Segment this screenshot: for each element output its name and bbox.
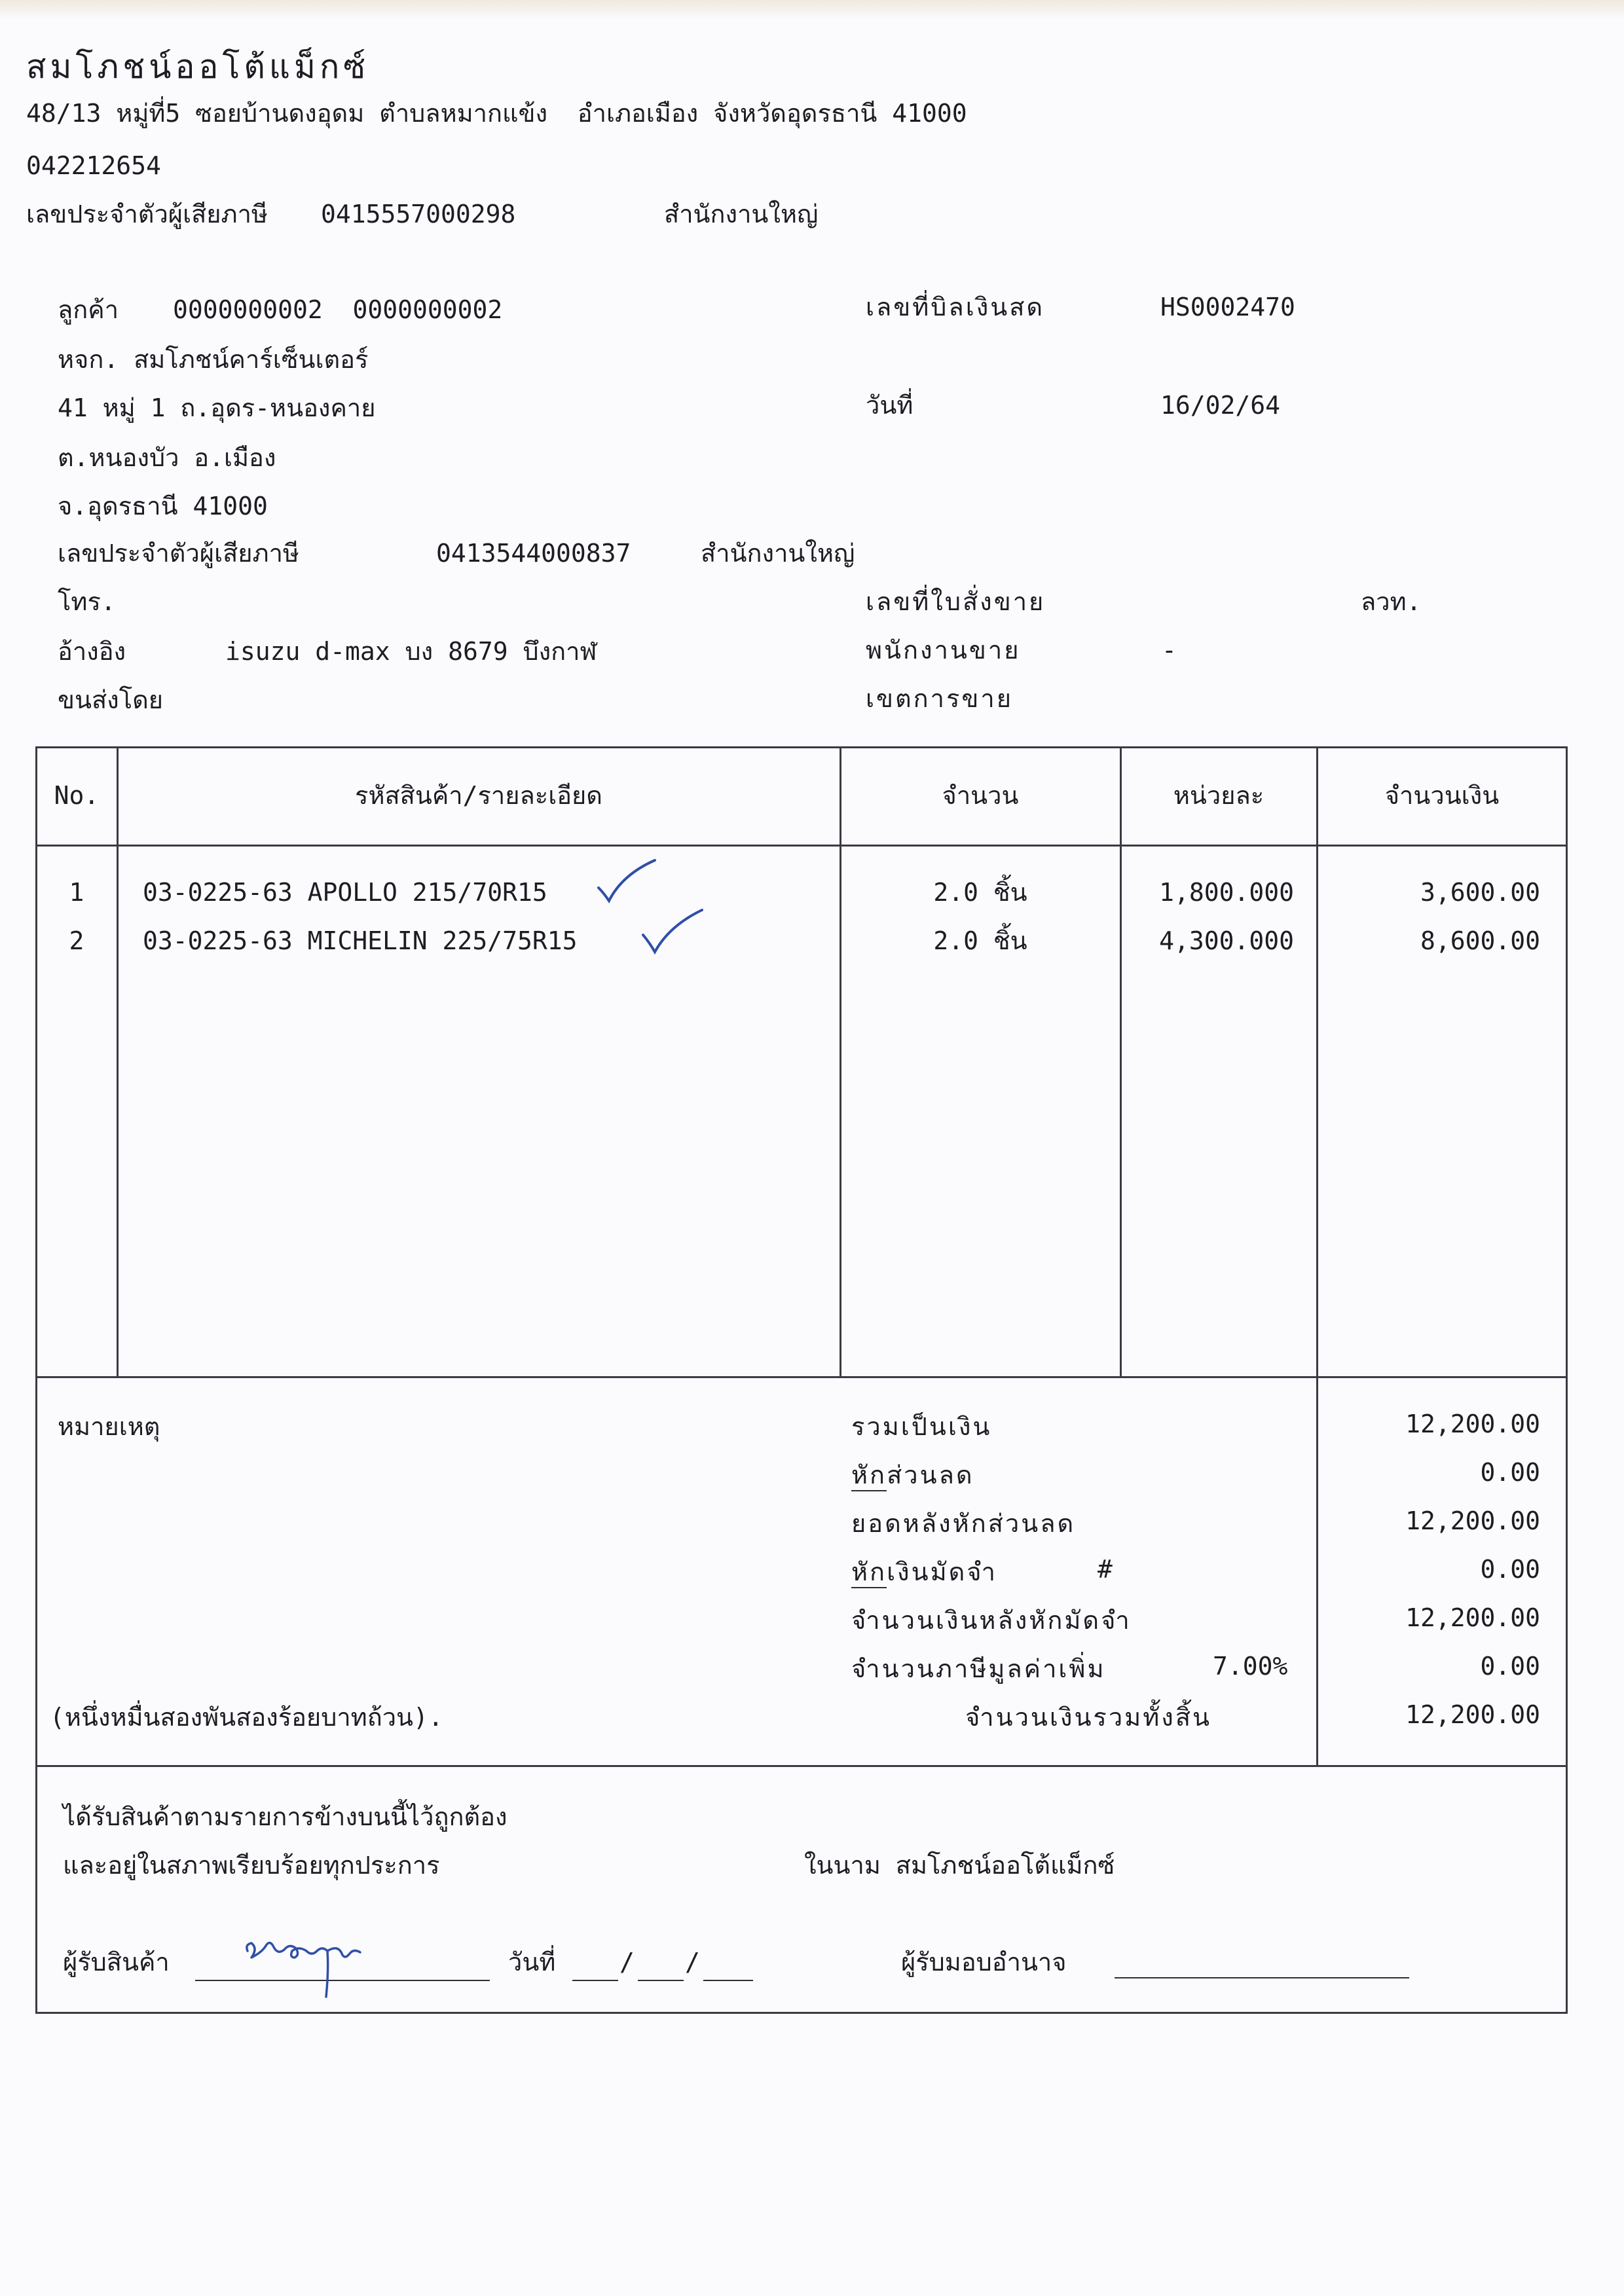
col-divider-desc xyxy=(840,746,841,1378)
row-unit-price: 4,300.000 xyxy=(1159,926,1294,955)
deposit-label-rest: เงินมัดจำ xyxy=(887,1558,997,1586)
company-name: สมโภชน์ออโต้แม็กซ์ xyxy=(26,48,370,86)
company-branch: สำนักงานใหญ่ xyxy=(664,200,819,228)
after-deposit-value: 12,200.00 xyxy=(1405,1603,1540,1632)
vat-value: 0.00 xyxy=(1480,1652,1540,1681)
after-discount-label: ยอดหลังหักส่วนลด xyxy=(851,1509,1076,1538)
discount-label xyxy=(851,1460,974,1491)
deposit-label-prefix: หัก xyxy=(851,1557,887,1588)
date-year-blank xyxy=(703,1980,753,1981)
customer-phone-label: โทร. xyxy=(58,587,116,616)
customer-branch: สำนักงานใหญ่ xyxy=(701,539,855,568)
customer-address-line1: 41 หมู่ 1 ถ.อุดร-หนองคาย xyxy=(58,393,376,422)
receiver-label: ผู้รับสินค้า xyxy=(63,1948,170,1977)
amount-in-words: (หนึ่งหมื่นสองพันสองร้อยบาทถ้วน). xyxy=(50,1703,443,1732)
sales-area-label: เขตการขาย xyxy=(866,684,1013,713)
authorized-label: ผู้รับมอบอำนาจ xyxy=(901,1948,1067,1977)
company-tax-id-label: เลขประจำตัวผู้เสียภาษี xyxy=(26,200,268,228)
row-amount: 8,600.00 xyxy=(1420,926,1540,955)
date-day-blank xyxy=(572,1980,618,1981)
date-separator: / xyxy=(685,1948,700,1977)
receiver-signature xyxy=(244,1931,388,2010)
header-unit-price: หน่วยละ xyxy=(1173,781,1264,810)
company-tax-id: 0415557000298 xyxy=(321,200,516,228)
discount-value: 0.00 xyxy=(1480,1458,1540,1487)
invoice-number-label: เลขที่บิลเงินสด xyxy=(866,293,1045,321)
scan-edge xyxy=(0,0,1624,18)
customer-tax-id: 0413544000837 xyxy=(436,539,631,568)
subtotal-label: รวมเป็นเงิน xyxy=(851,1412,992,1441)
check-mark-icon xyxy=(640,906,706,958)
row-description: 03-0225-63 APOLLO 215/70R15 xyxy=(143,878,547,907)
col-divider-qty xyxy=(1120,746,1122,1378)
invoice-date: 16/02/64 xyxy=(1160,391,1281,420)
vat-rate: 7.00% xyxy=(1213,1652,1288,1681)
company-address: 48/13 หมู่ที่5 ซอยบ้านดงอุดม ตำบลหมากแข้ง อำเภอเมือง จังหวัดอุดรธานี 41000 xyxy=(26,99,967,128)
subtotal-value: 12,200.00 xyxy=(1405,1410,1540,1438)
vat-label: จำนวนภาษีมูลค่าเพิ่ม xyxy=(851,1654,1106,1683)
customer-tax-id-label: เลขประจำตัวผู้เสียภาษี xyxy=(58,539,299,568)
row-no: 2 xyxy=(69,926,84,955)
deposit-mark: # xyxy=(1098,1555,1113,1584)
received-line2: และอยู่ในสภาพเรียบร้อยทุกประการ xyxy=(63,1851,440,1880)
customer-reference-label: อ้างอิง xyxy=(58,637,126,666)
invoice-date-label: วันที่ xyxy=(866,391,913,420)
grand-total-value: 12,200.00 xyxy=(1405,1700,1540,1729)
salesperson-label: พนักงานขาย xyxy=(866,636,1021,665)
received-line1: ได้รับสินค้าตามรายการข้างบนนี้ไว้ถูกต้อง xyxy=(63,1802,507,1831)
header-amount: จำนวนเงิน xyxy=(1384,781,1500,810)
sales-order-label: เลขที่ใบสั่งขาย xyxy=(866,587,1046,616)
footer-divider xyxy=(35,1765,1568,1767)
remark-label: หมายเหตุ xyxy=(58,1412,160,1441)
check-mark-icon xyxy=(596,855,661,907)
on-behalf-text: ในนาม สมโภชน์ออโต้แม็กซ์ xyxy=(804,1851,1115,1880)
col-divider-no xyxy=(117,746,119,1378)
summary-divider xyxy=(35,1376,1568,1378)
row-amount: 3,600.00 xyxy=(1420,878,1540,907)
customer-shipped-by-label: ขนส่งโดย xyxy=(58,685,164,714)
customer-label: ลูกค้า xyxy=(58,295,119,324)
discount-label-rest: ส่วนลด xyxy=(887,1461,974,1489)
company-phone: 042212654 xyxy=(26,151,161,180)
header-no: No. xyxy=(54,781,100,810)
authorized-signature-line xyxy=(1115,1977,1409,1978)
date-separator: / xyxy=(619,1948,635,1977)
salesperson-value: - xyxy=(1162,636,1177,665)
customer-name: หจก. สมโภชน์คาร์เซ็นเตอร์ xyxy=(58,345,369,374)
after-deposit-label: จำนวนเงินหลังหักมัดจำ xyxy=(851,1606,1132,1635)
row-qty: 2.0 ชิ้น xyxy=(933,926,1027,955)
customer-codes: 0000000002 0000000002 xyxy=(173,295,503,324)
header-description: รหัสสินค้า/รายละเอียด xyxy=(355,781,602,810)
header-divider xyxy=(35,845,1568,847)
row-no: 1 xyxy=(69,878,84,907)
sales-order-value: ลวท. xyxy=(1361,587,1422,616)
customer-address-line3: จ.อุดรธานี 41000 xyxy=(58,492,268,520)
customer-address-line2: ต.หนองบัว อ.เมือง xyxy=(58,443,276,472)
deposit-value: 0.00 xyxy=(1480,1555,1540,1584)
header-qty: จำนวน xyxy=(942,781,1019,810)
row-qty: 2.0 ชิ้น xyxy=(933,878,1027,907)
discount-label-prefix: หัก xyxy=(851,1460,887,1491)
customer-reference: isuzu d-max บง 8679 บึงกาฬ xyxy=(225,637,597,666)
after-discount-value: 12,200.00 xyxy=(1405,1506,1540,1535)
receive-date-label: วันที่ xyxy=(508,1948,556,1977)
grand-total-label: จำนวนเงินรวมทั้งสิ้น xyxy=(965,1703,1211,1732)
invoice-number: HS0002470 xyxy=(1160,293,1295,321)
row-unit-price: 1,800.000 xyxy=(1159,878,1294,907)
date-month-blank xyxy=(638,1980,684,1981)
row-description: 03-0225-63 MICHELIN 225/75R15 xyxy=(143,926,578,955)
deposit-label xyxy=(851,1557,997,1588)
